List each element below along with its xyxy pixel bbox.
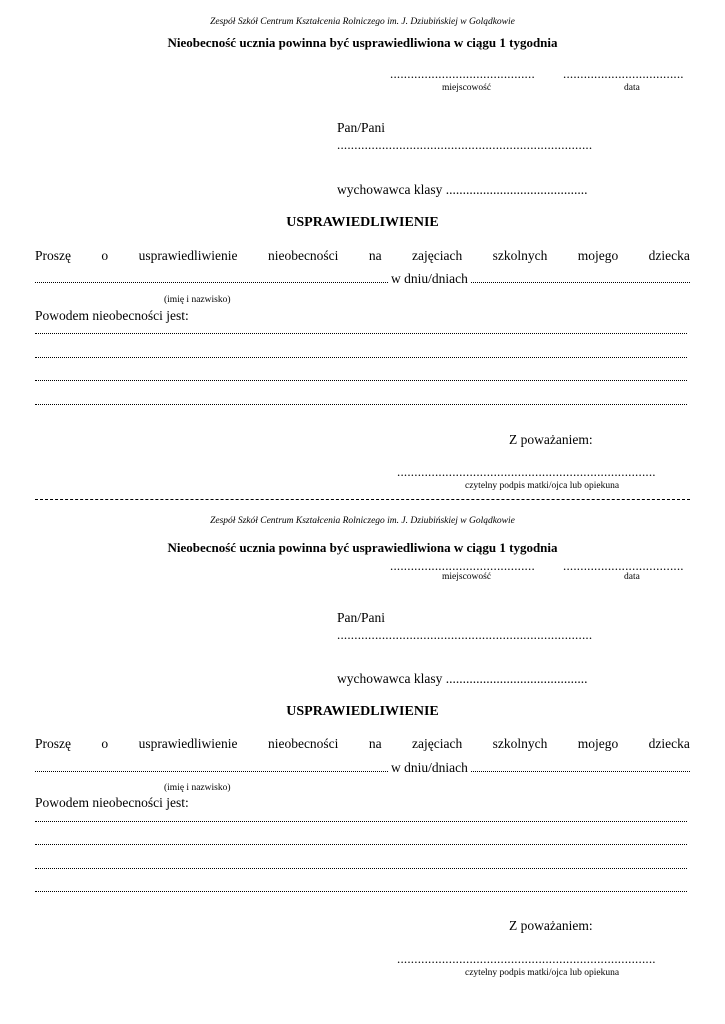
dates-field[interactable]: [471, 282, 690, 283]
place-label: miejscowość: [442, 83, 492, 93]
addressee-field[interactable]: ..........................................................................: [337, 137, 593, 152]
document-title: USPRAWIEDLIWIENIE: [286, 215, 439, 230]
request-word: dziecka: [648, 248, 690, 263]
place-field[interactable]: ..........................................: [390, 66, 535, 81]
request-word: o: [101, 736, 109, 751]
class-teacher-field[interactable]: wychowawca klasy ..........................................: [337, 182, 588, 197]
place-field[interactable]: ..........................................: [390, 558, 535, 573]
request-word: o: [101, 248, 109, 263]
on-days-label: w dniu/dniach: [391, 760, 468, 775]
notice-heading: Nieobecność ucznia powinna być usprawiedliwiona w ciągu 1 tygodnia: [167, 540, 558, 555]
date-label: data: [624, 83, 640, 93]
date-field[interactable]: ...................................: [563, 66, 684, 81]
request-word: szkolnych: [492, 736, 548, 751]
cut-line: [35, 499, 690, 500]
request-word: na: [368, 248, 382, 263]
place-label: miejscowość: [442, 572, 492, 582]
school-name: Zespół Szkół Centrum Kształcenia Rolniczego im. J. Dziubińskiej w Golądkowie: [210, 17, 515, 27]
school-name: Zespół Szkół Centrum Kształcenia Rolniczego im. J. Dziubińskiej w Golądkowie: [210, 516, 515, 526]
dates-field[interactable]: [471, 771, 690, 772]
reason-line-3[interactable]: [35, 380, 687, 381]
child-and-dates-row: [35, 760, 690, 776]
request-word: na: [368, 736, 382, 751]
addressee-label: Pan/Pani: [337, 610, 386, 625]
addressee-label: Pan/Pani: [337, 120, 386, 135]
signature-field[interactable]: ...........................................................................: [397, 951, 656, 966]
reason-line-4[interactable]: [35, 891, 687, 892]
request-word: dziecka: [648, 736, 690, 751]
request-word: mojego: [577, 248, 619, 263]
name-hint: (imię i nazwisko): [164, 783, 231, 793]
addressee-field[interactable]: ..........................................................................: [337, 627, 593, 642]
document-title: USPRAWIEDLIWIENIE: [286, 704, 439, 719]
reason-line-2[interactable]: [35, 357, 687, 358]
child-and-dates-row: [35, 271, 690, 287]
reason-line-4[interactable]: [35, 404, 687, 405]
regards-label: Z poważaniem:: [509, 918, 593, 933]
request-word: usprawiedliwienie: [138, 736, 238, 751]
request-word: nieobecności: [267, 248, 339, 263]
reason-line-1[interactable]: [35, 821, 687, 822]
reason-line-1[interactable]: [35, 333, 687, 334]
reason-line-3[interactable]: [35, 868, 687, 869]
request-sentence: [35, 736, 690, 752]
request-word: nieobecności: [267, 736, 339, 751]
signature-label: czytelny podpis matki/ojca lub opiekuna: [465, 481, 620, 491]
request-word: usprawiedliwienie: [138, 248, 238, 263]
name-hint: (imię i nazwisko): [164, 295, 231, 305]
request-word: zajęciach: [412, 736, 463, 751]
request-sentence: [35, 248, 690, 264]
regards-label: Z poważaniem:: [509, 432, 593, 447]
date-label: data: [624, 572, 640, 582]
reason-label: Powodem nieobecności jest:: [35, 795, 189, 810]
request-word: Proszę: [35, 736, 71, 751]
notice-heading: Nieobecność ucznia powinna być usprawiedliwiona w ciągu 1 tygodnia: [167, 35, 558, 50]
child-name-field[interactable]: [35, 282, 388, 283]
on-days-label: w dniu/dniach: [391, 271, 468, 286]
request-word: zajęciach: [412, 248, 463, 263]
child-name-field[interactable]: [35, 771, 388, 772]
date-field[interactable]: ...................................: [563, 558, 684, 573]
request-word: mojego: [577, 736, 619, 751]
signature-label: czytelny podpis matki/ojca lub opiekuna: [465, 968, 620, 978]
class-teacher-field[interactable]: wychowawca klasy ..........................................: [337, 671, 588, 686]
request-word: szkolnych: [492, 248, 548, 263]
signature-field[interactable]: ...........................................................................: [397, 464, 656, 479]
reason-line-2[interactable]: [35, 844, 687, 845]
request-word: Proszę: [35, 248, 71, 263]
reason-label: Powodem nieobecności jest:: [35, 308, 189, 323]
